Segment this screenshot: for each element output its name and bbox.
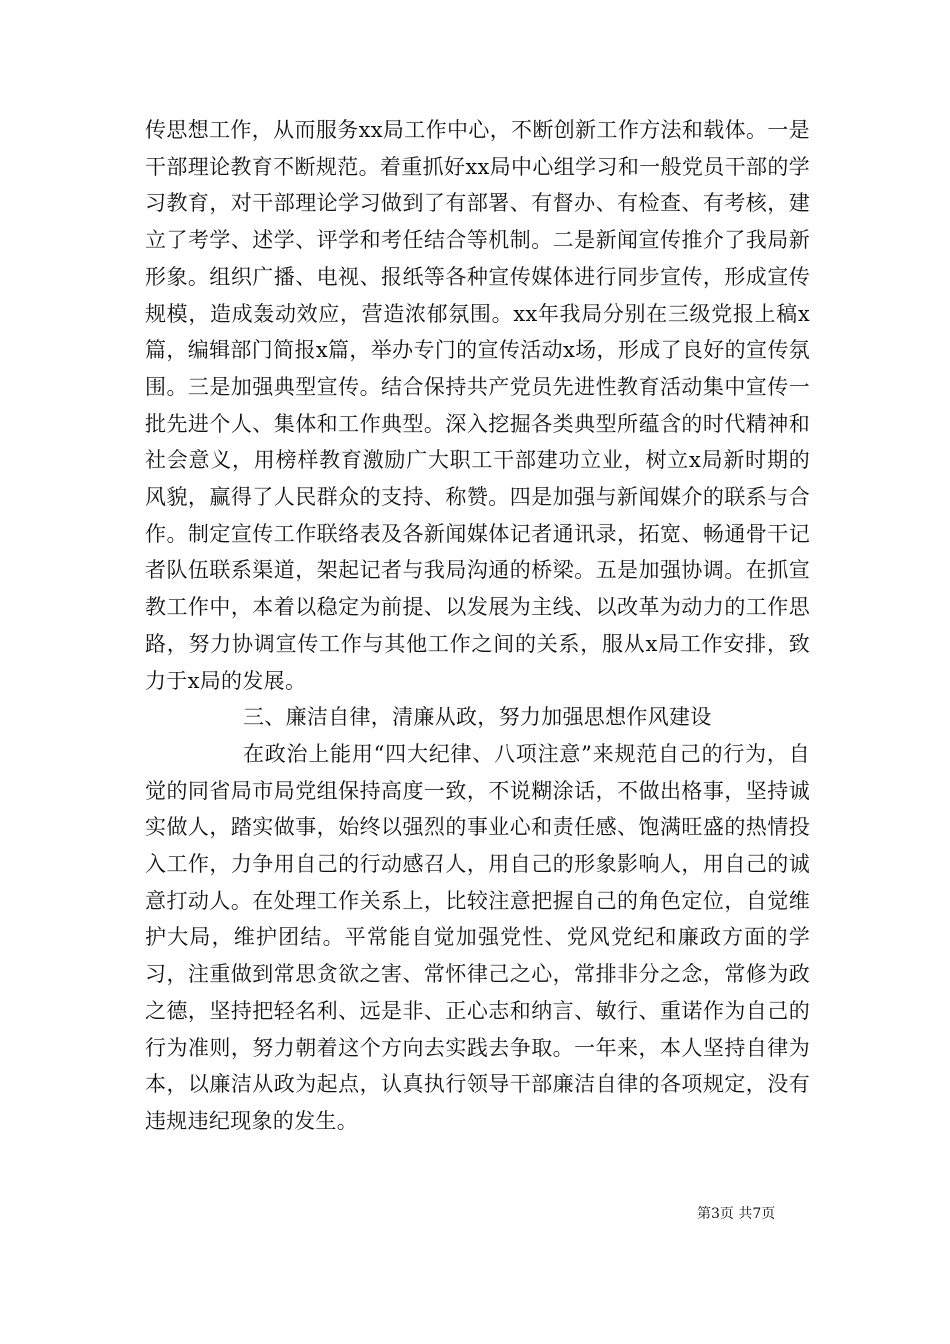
body-paragraph-2: 在政治上能用“四大纪律、八项注意”来规范自己的行为，自觉的同省局市局党组保持高度一致，不说糊涂话，不做出格事，坚持诚实做人，踏实做事，始终以强烈的事业心和责任感、饱满旺盛的热情投入工作，力争用自己的行动感召人，用自己的形象影响人，用自己的诚意打动人。在处理工作关系上，比较注意把握自己的角色定位，自觉维护大局，维护团结。平常能自觉加强党性、党风党纪和廉政方面的学习，注重做到常思贪欲之害、常怀律己之心，常排非分之念，常修为政之德，坚持把轻名利、远是非、正心志和纳言、敏行、重诺作为自己的行为准则，努力朝着这个方向去实践去争取。一年来，本人坚持自律为本，以廉洁从政为起点，认真执行领导干部廉洁自律的各项规定，没有违规违纪现象的发生。 xyxy=(145,741,810,1133)
section-heading: 三、廉洁自律，清廉从政，努力加强思想作风建设 xyxy=(243,705,712,730)
body-paragraph-1: 传思想工作，从而服务xx局工作中心，不断创新工作方法和载体。一是干部理论教育不断规范。着重抓好xx局中心组学习和一般党员干部的学习教育，对干部理论学习做到了有部署、有督办、有检查、有考核，建立了考学、述学、评学和考任结合等机制。二是新闻宣传推介了我局新形象。组织广播、电视、报纸等各种宣传媒体进行同步宣传，形成宣传规模，造成轰动效应，营造浓郁氛围。xx年我局分别在三级党报上稿x篇，编辑部门简报x篇，举办专门的宣传活动x场，形成了良好的宣传氛围。三是加强典型宣传。结合保持共产党员先进性教育活动集中宣传一批先进个人、集体和工作典型。深入挖掘各类典型所蕴含的时代精神和社会意义，用榜样教育激励广大职工干部建功立业，树立x局新时期的风貌，赢得了人民群众的支持、称赞。四是加强与新闻媒介的联系与合作。制定宣传工作联络表及各新闻媒体记者通讯录，拓宽、畅通骨干记者队伍联系渠道，架起记者与我局沟通的桥梁。五是加强协调。在抓宣教工作中，本着以稳定为前提、以发展为主线、以改革为动力的工作思路，努力协调宣传工作与其他工作之间的关系，服从x局工作安排，致力于x局的发展。 xyxy=(145,118,810,693)
document-page xyxy=(145,112,810,1140)
page-number-footer: 第3页 共7页 xyxy=(697,1206,776,1222)
